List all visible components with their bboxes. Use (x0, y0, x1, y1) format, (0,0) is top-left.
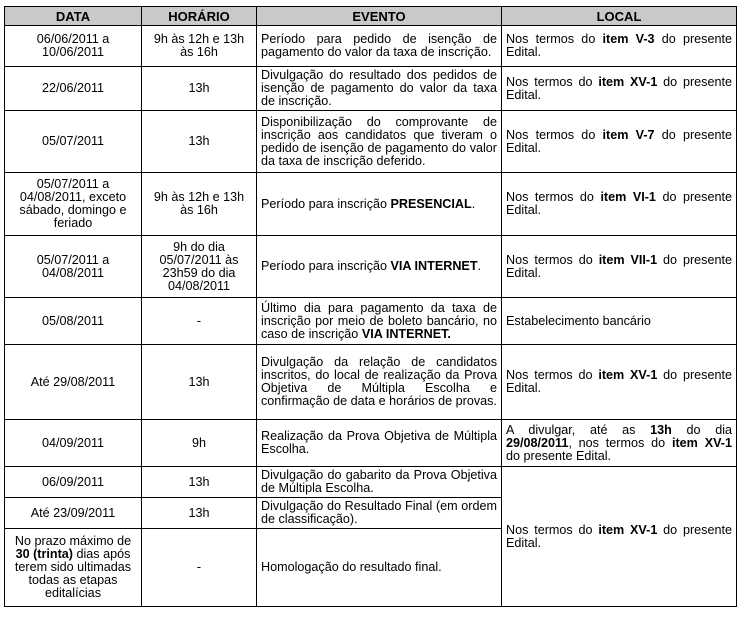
cell-text: - (196, 560, 202, 574)
schedule-document (4, 6, 736, 607)
cell-evento (257, 529, 502, 607)
cell-text: Nos termos do (506, 522, 599, 537)
cell-text: 05/08/2011 (41, 313, 105, 328)
bold-text: VIA INTERNET. (361, 326, 451, 341)
cell-data (5, 498, 142, 529)
cell-text: do presente Edital. (506, 522, 732, 550)
table-row (5, 345, 737, 420)
cell-horario (142, 467, 257, 498)
cell-text: Período para inscrição (261, 196, 391, 211)
cell-text: do presente Edital. (506, 368, 732, 395)
cell-text: Disponibilização do comprovante de inscrição aos candidatos que tiveram o pedido de isenção de pagamento do valor da taxa de inscrição deferido. (261, 114, 497, 168)
header-horario: HORÁRIO (142, 7, 257, 26)
bold-text: 13h (650, 422, 672, 437)
cell-text: 13h (188, 505, 210, 520)
cell-text: Nos termos do (506, 368, 599, 382)
table-header-row (5, 7, 737, 26)
table-row (5, 67, 737, 111)
bold-text: 30 (trinta) (15, 547, 73, 561)
cell-data (5, 67, 142, 111)
cell-local (502, 420, 737, 467)
cell-data (5, 111, 142, 173)
cell-data (5, 467, 142, 498)
cell-local (502, 298, 737, 345)
cell-local-merged (502, 467, 737, 607)
cell-horario (142, 498, 257, 529)
cell-text: Período para inscrição (261, 259, 391, 273)
cell-text: do presente Edital. (506, 127, 732, 155)
cell-text: 22/06/2011 (41, 81, 105, 95)
cell-local (502, 111, 737, 173)
bold-text: item XV-1 (598, 368, 658, 382)
table-row (5, 298, 737, 345)
cell-evento (257, 173, 502, 236)
cell-evento (257, 111, 502, 173)
table-row (5, 173, 737, 236)
cell-text: dias após terem sido ultimadas todas as etapas editalícias (14, 547, 132, 600)
bold-text: 29/08/2011 (506, 435, 569, 450)
header-evento: EVENTO (257, 7, 502, 26)
cell-text: Até 29/08/2011 (30, 374, 116, 389)
bold-text: item V-7 (602, 127, 655, 142)
cell-horario (142, 420, 257, 467)
table-row (5, 420, 737, 467)
cell-text: - (196, 313, 202, 328)
cell-data (5, 345, 142, 420)
cell-evento (257, 236, 502, 298)
cell-text: 05/07/2011 (41, 134, 105, 148)
table-row (5, 26, 737, 67)
header-data: DATA (5, 7, 142, 26)
cell-text: do presente Edital. (506, 448, 612, 463)
cell-horario (142, 236, 257, 298)
cell-text: do presente Edital. (506, 252, 732, 280)
cell-text: Estabelecimento bancário (506, 313, 651, 328)
cell-evento (257, 26, 502, 67)
cell-evento (257, 467, 502, 498)
cell-data (5, 173, 142, 236)
cell-text: . (477, 259, 482, 273)
cell-text: Nos termos do (506, 127, 603, 142)
cell-data (5, 529, 142, 607)
cell-text: Período para pedido de isenção de pagamento do valor da taxa de inscrição. (261, 32, 497, 59)
cell-horario (142, 173, 257, 236)
cell-evento (257, 498, 502, 529)
table-row (5, 467, 737, 498)
cell-text: Nos termos do (506, 74, 599, 89)
bold-text: PRESENCIAL (390, 196, 472, 211)
cell-horario (142, 26, 257, 67)
cell-horario (142, 67, 257, 111)
cell-text: Homologação do resultado final. (261, 560, 442, 574)
cell-text: 13h (188, 374, 210, 389)
cell-horario (142, 111, 257, 173)
cell-horario (142, 298, 257, 345)
cell-local (502, 173, 737, 236)
bold-text: item VI-1 (600, 190, 656, 204)
cell-horario (142, 345, 257, 420)
cell-text: 13h (188, 474, 210, 489)
cell-text: 13h (188, 81, 210, 95)
cell-text: do presente Edital. (506, 74, 732, 102)
cell-text: do dia (671, 422, 732, 437)
cell-data (5, 26, 142, 67)
cell-data (5, 420, 142, 467)
cell-evento (257, 67, 502, 111)
cell-local (502, 236, 737, 298)
bold-text: item XV-1 (598, 522, 658, 537)
cell-text: No prazo máximo de (14, 534, 132, 548)
cell-text: Até 23/09/2011 (30, 505, 116, 520)
cell-text: Realização da Prova Objetiva de Múltipla Escolha. (261, 429, 497, 456)
cell-text: , nos termos do (568, 435, 672, 450)
cell-text: do presente Edital. (506, 190, 732, 217)
cell-text: Divulgação do Resultado Final (em ordem de classificação). (261, 499, 497, 526)
cell-local (502, 345, 737, 420)
cell-text: A divulgar, até as (506, 422, 651, 437)
bold-text: VIA INTERNET (390, 259, 478, 273)
cell-evento (257, 420, 502, 467)
cell-evento (257, 298, 502, 345)
cell-text: 9h (191, 435, 206, 450)
cell-local (502, 26, 737, 67)
table-row (5, 111, 737, 173)
cell-text: Divulgação do gabarito da Prova Objetiva de Múltipla Escolha. (261, 468, 497, 495)
cell-text: 9h do dia 05/07/2011 às 23h59 do dia 04/08/2011 (159, 239, 239, 293)
cell-text: 13h (188, 134, 210, 148)
cell-text: Nos termos do (506, 190, 601, 204)
cell-horario (142, 529, 257, 607)
cell-text: Divulgação da relação de candidatos inscritos, do local de realização da Prova Objetiva de Múltipla Escolha e confirmação de data e horários de provas. (261, 355, 497, 408)
cell-text: Nos termos do (506, 252, 599, 267)
schedule-table (4, 6, 737, 607)
cell-text: 06/09/2011 (41, 474, 105, 489)
bold-text: item XV-1 (598, 74, 658, 89)
cell-text: Nos termos do (506, 32, 603, 46)
cell-local (502, 67, 737, 111)
cell-text: 9h às 12h e 13h às 16h (153, 190, 245, 217)
cell-evento (257, 345, 502, 420)
cell-text: Divulgação do resultado dos pedidos de isenção de pagamento do valor da taxa de inscrição. (261, 68, 497, 108)
cell-text: 04/09/2011 (41, 435, 105, 450)
cell-data (5, 236, 142, 298)
bold-text: item VII-1 (598, 252, 658, 267)
cell-text: Último dia para pagamento da taxa de inscrição por meio de boleto bancário, no caso de inscrição (261, 300, 497, 341)
header-local: LOCAL (502, 7, 737, 26)
bold-text: item V-3 (602, 32, 655, 46)
cell-text: 9h às 12h e 13h às 16h (153, 32, 245, 59)
cell-text: 06/06/2011 a 10/06/2011 (36, 32, 110, 59)
bold-text: item XV-1 (671, 435, 732, 450)
cell-text: 05/07/2011 a 04/08/2011, exceto sábado, domingo e feriado (19, 177, 127, 230)
cell-text: . (471, 196, 476, 211)
table-row (5, 236, 737, 298)
cell-data (5, 298, 142, 345)
cell-text: do presente Edital. (506, 32, 732, 59)
cell-text: 05/07/2011 a 04/08/2011 (36, 252, 110, 280)
